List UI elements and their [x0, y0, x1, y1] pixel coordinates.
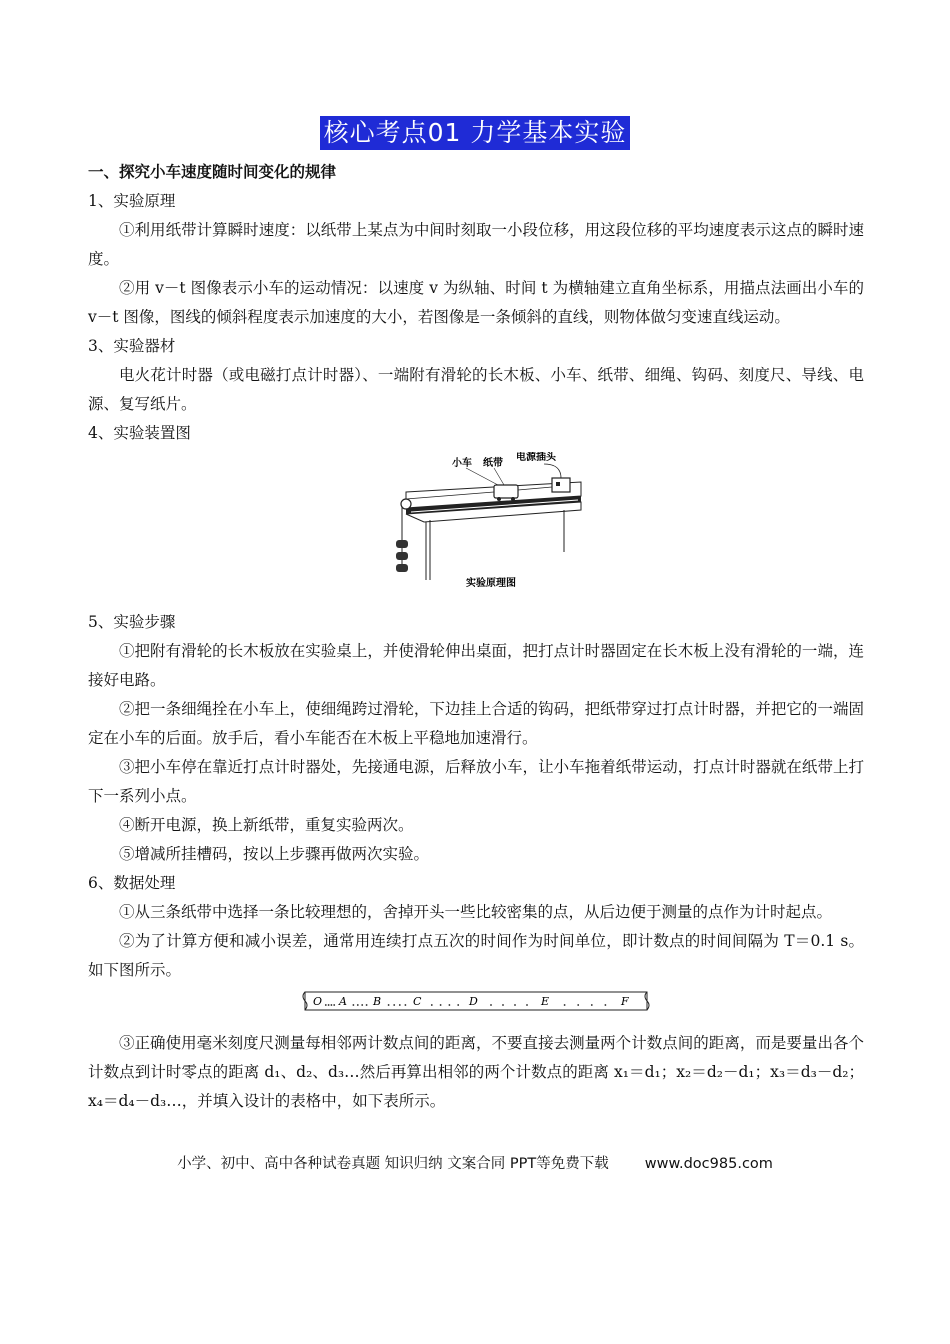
tape-dot — [449, 1004, 451, 1006]
tape-dot — [457, 1004, 459, 1006]
principle-paragraph-1: ①利用纸带计算瞬时速度：以纸带上某点为中间时刻取一小段位移，用这段位移的平均速度表示这点的瞬时速度。 — [88, 221, 864, 268]
step-3: ③把小车停在靠近打点计时器处，先接通电源，后释放小车，让小车拖着纸带运动，打点计时器就在纸带上打下一系列小点。 — [88, 758, 864, 805]
document-body — [88, 158, 864, 1116]
tape-figure — [88, 989, 864, 1023]
footer — [0, 1152, 950, 1173]
setup-heading: 4、实验装置图 — [88, 424, 191, 442]
apparatus-figure — [88, 452, 864, 602]
tape-dot — [514, 1004, 516, 1006]
label-cart: 小车 — [452, 458, 472, 469]
footer-text: 小学、初中、高中各种试卷真题 知识归纳 文案合同 PPT等免费下载 — [177, 1156, 609, 1172]
tape-dot — [333, 1004, 335, 1006]
tape-dot — [605, 1004, 607, 1006]
tape-dot — [502, 1004, 504, 1006]
tape-dot — [405, 1004, 407, 1006]
tape-dot — [440, 1004, 442, 1006]
data-processing-2: ②为了计算方便和减小误差，通常用连续打点五次的时间作为时间单位，即计数点的时间间隔为 T＝0.1 s。如下图所示。 — [88, 932, 864, 979]
tape-dot — [366, 1004, 368, 1006]
tape-dot — [591, 1004, 593, 1006]
steps-heading: 5、实验步骤 — [88, 613, 176, 631]
data-processing-3: ③正确使用毫米刻度尺测量每相邻两计数点间的距离，不要直接去测量两个计数点间的距离，而是要量出各个计数点到计时零点的距离 d₁、d₂、d₃…然后再算出相邻的两个计数点的距离 x₁＝d₁；x₂＝d₂－d₁；x₃＝d₃－d₂；x₄＝d₄－d₃…，并填入设计的表格中，如下表所示。 — [88, 1034, 864, 1110]
tape-dot — [393, 1004, 395, 1006]
label-tape: 纸带 — [483, 458, 503, 469]
tape-dot — [331, 1004, 333, 1006]
tape-dot — [526, 1004, 528, 1006]
tape-dot — [388, 1004, 390, 1006]
tape-dot — [325, 1004, 327, 1006]
tape-label-A: A — [339, 995, 347, 1008]
tape-label-E: E — [541, 995, 550, 1008]
footer-url: www.doc985.com — [644, 1156, 773, 1172]
step-4: ④断开电源，换上新纸带，重复实验两次。 — [119, 816, 414, 834]
tape-label-B: B — [373, 995, 382, 1008]
step-5: ⑤增减所挂槽码，按以上步骤再做两次实验。 — [119, 845, 430, 863]
section-heading: 一、探究小车速度随时间变化的规律 — [88, 163, 337, 181]
tape-dot — [357, 1004, 359, 1006]
principle-heading: 1、实验原理 — [88, 192, 176, 210]
apparatus-diagram — [366, 452, 586, 592]
tape-label-C: C — [413, 995, 422, 1008]
tape-dot — [564, 1004, 566, 1006]
label-plug: 电源插头 — [516, 452, 556, 463]
step-1: ①把附有滑轮的长木板放在实验桌上，并使滑轮伸出桌面，把打点计时器固定在长木板上没有滑轮的一端，连接好电路。 — [88, 642, 864, 689]
title-wrap — [0, 116, 950, 150]
principle-paragraph-2: ②用 v－t 图像表示小车的运动情况：以速度 v 为纵轴、时间 t 为横轴建立直角坐标系，用描点法画出小车的 v－t 图像，图线的倾斜程度表示加速度的大小，若图像是一条倾斜的直线，则物体做匀变速直线运动。 — [88, 279, 864, 326]
tape-label-O: O — [313, 995, 323, 1008]
data-processing-1: ①从三条纸带中选择一条比较理想的，舍掉开头一些比较密集的点，从后边便于测量的点作为计时起点。 — [119, 903, 833, 921]
tape-label-D: D — [469, 995, 478, 1008]
tape-dot — [431, 1004, 433, 1006]
tape-dot — [328, 1004, 330, 1006]
tape-dot — [577, 1004, 579, 1006]
data-processing-heading: 6、数据处理 — [88, 874, 176, 892]
page-title: 核心考点01 力学基本实验 — [320, 116, 631, 150]
equipment-paragraph: 电火花计时器（或电磁打点计时器）、一端附有滑轮的长木板、小车、纸带、细绳、钩码、刻度尺、导线、电源、复写纸片。 — [88, 366, 864, 413]
tape-dot — [361, 1004, 363, 1006]
figure-caption: 实验原理图 — [466, 578, 516, 589]
paper-tape-diagram — [301, 989, 651, 1013]
tape-label-F: F — [621, 995, 629, 1008]
tape-dot — [353, 1004, 355, 1006]
tape-dot — [490, 1004, 492, 1006]
step-2: ②把一条细绳拴在小车上，使细绳跨过滑轮，下边挂上合适的钩码，把纸带穿过打点计时器，并把它的一端固定在小车的后面。放手后，看小车能否在木板上平稳地加速滑行。 — [88, 700, 864, 747]
equipment-heading: 3、实验器材 — [88, 337, 176, 355]
tape-dot — [399, 1004, 401, 1006]
